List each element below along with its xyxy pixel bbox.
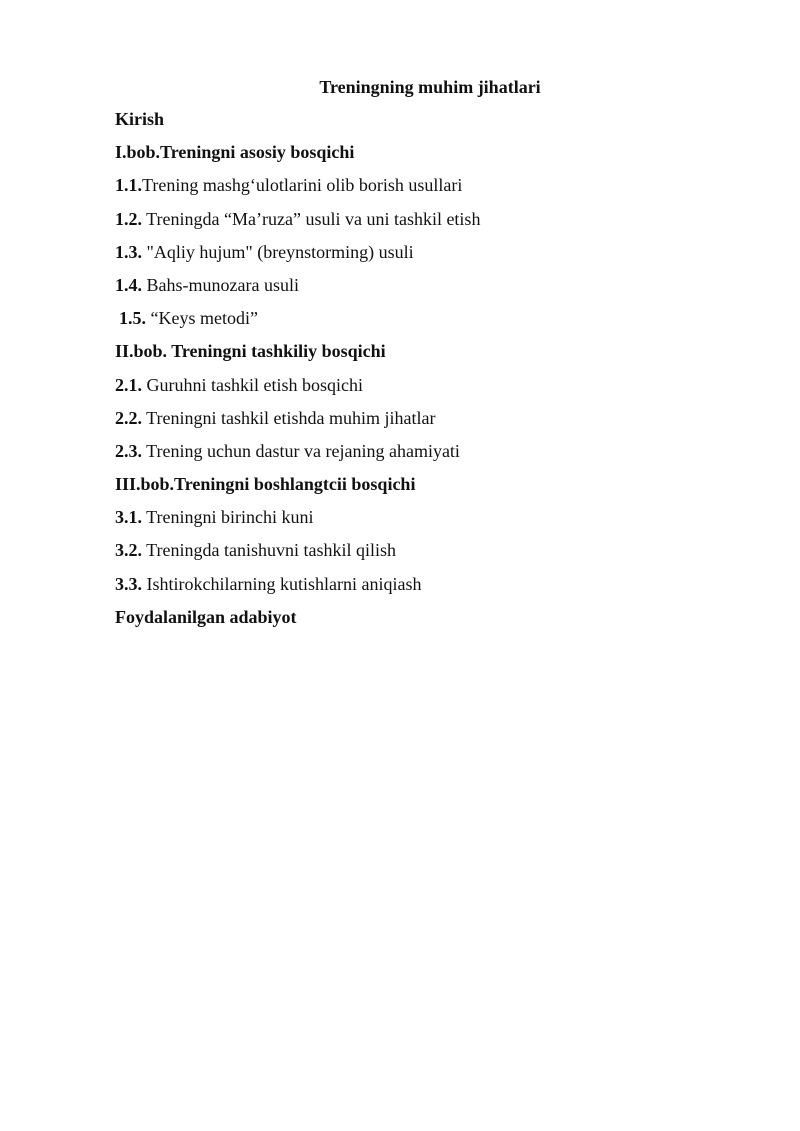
toc-item-number: 2.2. [115, 407, 142, 428]
document-title: Treningning muhim jihatlari [319, 77, 541, 97]
toc-item-number: 1.5. [119, 308, 146, 329]
toc-item-text: Treningni tashkil etishda muhim jihatlar [142, 407, 436, 428]
toc-item-1-1 [115, 173, 715, 206]
toc-heading-references [115, 605, 715, 638]
toc-item-text: Guruhni tashkil etish bosqichi [142, 374, 363, 395]
toc-item-number: 3.2. [115, 540, 142, 561]
toc-item-number: 3.1. [115, 507, 142, 528]
toc-item-text: Treningda “Ma’ruza” usuli va uni tashkil etish [142, 208, 481, 229]
toc-item-number: 1.4. [115, 274, 142, 295]
toc-item-text: "Aqliy hujum" (breynstorming) usuli [142, 241, 414, 262]
toc-item-text: Trening mashg‘ulotlarini olib borish usullari [142, 175, 463, 196]
toc-item-number: 1.1. [115, 175, 142, 196]
toc-item-text: “Keys metodi” [146, 308, 258, 329]
toc-item-1-3 [115, 240, 715, 273]
toc-heading-chapter-1 [115, 140, 715, 173]
toc-item-number: 1.2. [115, 208, 142, 229]
toc-item-text: Trening uchun dastur va rejaning ahamiyati [142, 440, 460, 461]
toc-item-3-1 [115, 505, 715, 538]
toc-item-2-3 [115, 439, 715, 472]
toc-item-1-5 [115, 306, 715, 339]
toc-heading-text: Kirish [115, 109, 165, 129]
toc-item-3-2 [115, 538, 715, 571]
toc-item-number: 2.1. [115, 374, 142, 395]
toc-item-text: Treningda tanishuvni tashkil qilish [142, 540, 397, 561]
toc-item-1-4 [115, 273, 715, 306]
toc-heading-chapter-2 [115, 339, 715, 372]
toc-item-text: Bahs-munozara usuli [142, 274, 299, 295]
toc-item-number: 3.3. [115, 573, 142, 594]
toc-heading-text: Foydalanilgan adabiyot [115, 606, 297, 627]
toc-heading-text: I.bob.Treningni asosiy bosqichi [115, 142, 355, 163]
toc-heading-text: II.bob. Treningni tashkiliy bosqichi [115, 341, 386, 362]
toc-item-3-3 [115, 572, 715, 605]
toc-item-2-2 [115, 406, 715, 439]
toc-item-number: 1.3. [115, 241, 142, 262]
toc-item-text: Ishtirokchilarning kutishlarni aniqiash [142, 573, 422, 594]
toc-item-text: Treningni birinchi kuni [142, 507, 314, 528]
toc-heading-chapter-3 [115, 472, 715, 505]
toc-heading-text: III.bob.Treningni boshlangtcii bosqichi [115, 474, 416, 495]
table-of-contents [115, 107, 715, 638]
toc-item-2-1 [115, 373, 715, 406]
toc-heading-introduction [115, 107, 715, 140]
toc-item-1-2 [115, 207, 715, 240]
toc-item-number: 2.3. [115, 440, 142, 461]
